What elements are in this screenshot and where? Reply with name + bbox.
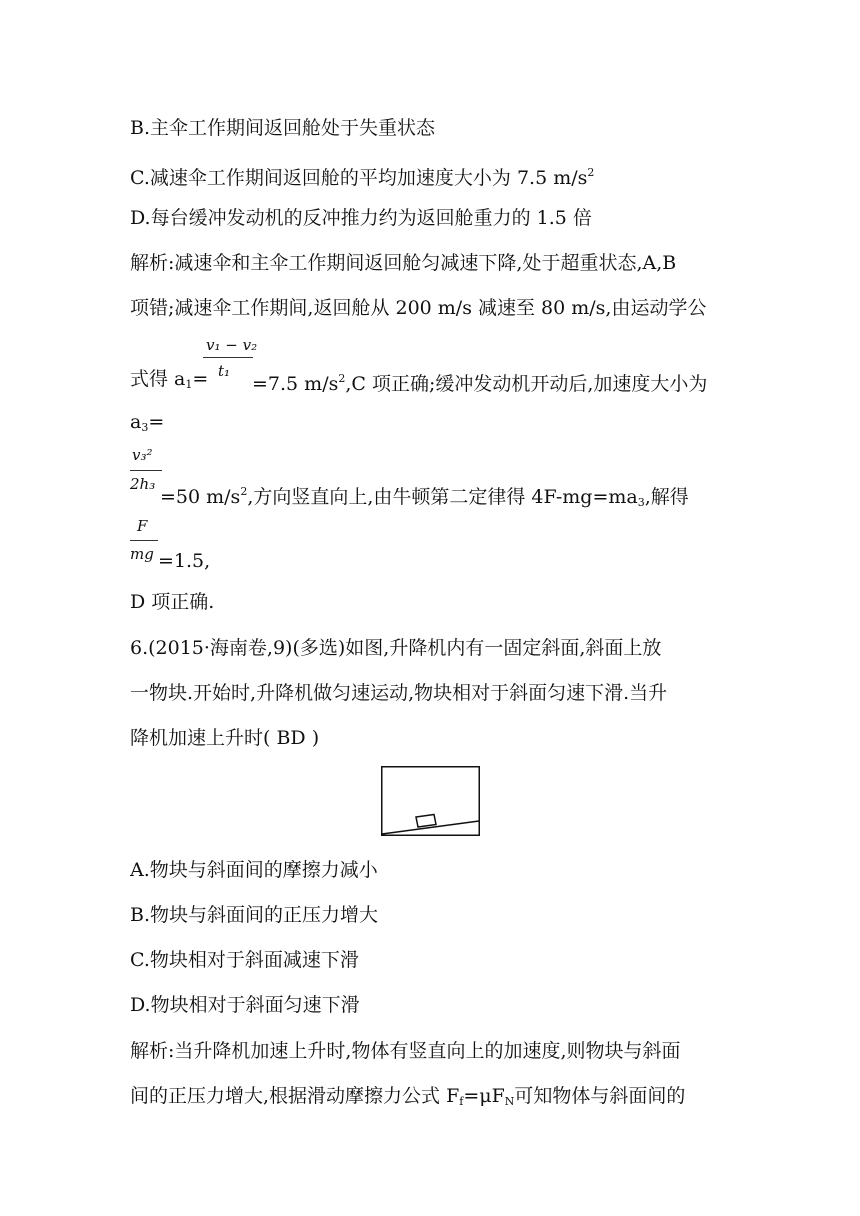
mu-fn: =μF [463,1085,505,1107]
solve-text: ,解得 [644,486,689,508]
option-c-sup: 2 [587,166,595,179]
a3-equals: = [148,411,165,433]
option-b-line: B.主伞工作期间返回舱处于失重状态 [130,117,436,139]
option-d-line: D.每台缓冲发动机的反冲推力约为返回舱重力的 1.5 倍 [130,207,592,229]
a3-label: a [130,411,142,433]
analysis2-line1: 解析:当升降机加速上升时,物体有竖直向上的加速度,则物块与斜面 [130,1040,681,1062]
fraction2-bar [130,470,162,471]
a1-rest: ,C 项正确;缓冲发动机开动后,加速度大小为 [345,373,708,395]
a3-value-sup: 2 [240,485,248,498]
answer-option-b: B.物块与斜面间的正压力增大 [130,904,379,926]
analysis1-line3-right [252,367,707,396]
fraction3-denominator: mg [130,545,154,563]
analysis1-line4 [130,410,164,440]
fraction3-numerator: F [137,517,148,535]
fraction2-numerator: v₃² [132,446,153,464]
a3-value: =50 m/s [160,486,241,508]
a1-value: =7.5 m/s [252,373,339,395]
analysis1-line7: D 项正确. [130,591,215,613]
fraction2-denominator: 2h₃ [130,475,156,493]
fraction3-bar [130,540,158,541]
a1-sub: 1 [185,378,193,391]
ff-sub: f [459,1095,464,1108]
question6-line1: 6.(2015·海南卷,9)(多选)如图,升降机内有一固定斜面,斜面上放 [130,637,662,659]
analysis2-line2 [130,1084,685,1114]
a3-sub: 3 [141,421,149,434]
answer-option-c: C.物块相对于斜面减速下滑 [130,949,359,971]
friction-rest: 可知物体与斜面间的 [514,1085,686,1107]
fraction1-bar [203,357,253,358]
fraction1-numerator: v₁ − v₂ [206,336,258,354]
analysis1-line3-left [130,367,208,397]
question6-line2: 一物块.开始时,升降机做匀速运动,物块相对于斜面匀速下滑.当升 [130,682,668,704]
fraction1-denominator: t₁ [218,362,231,380]
elevator-incline-figure [381,766,480,836]
option-c-text: C.减速伞工作期间返回舱的平均加速度大小为 7.5 m/s [130,167,588,189]
ma3-sub: 3 [637,496,645,509]
a1-label: 式得 a [130,368,186,390]
friction-text: 间的正压力增大,根据滑动摩擦力公式 F [130,1085,460,1107]
block-shape [416,815,436,828]
a1-value-sup: 2 [338,372,346,385]
question6-line3: 降机加速上升时( BD ) [130,727,320,749]
answer-option-a: A.物块与斜面间的摩擦力减小 [130,859,378,881]
answer-option-d: D.物块相对于斜面匀速下滑 [130,994,360,1016]
newton-law-text: ,方向竖直向上,由牛顿第二定律得 4F-mg=ma [247,486,638,508]
analysis1-line2: 项错;减速伞工作期间,返回舱从 200 m/s 减速至 80 m/s,由运动学公 [130,297,707,319]
fn-sub: N [504,1095,515,1108]
analysis1-line1: 解析:减速伞和主伞工作期间返回舱匀减速下降,处于超重状态,A,B [130,252,677,274]
analysis1-line6: =1.5, [158,550,211,572]
a1-equals: = [192,368,209,390]
analysis1-line5 [160,480,689,515]
option-c-line [130,161,594,190]
